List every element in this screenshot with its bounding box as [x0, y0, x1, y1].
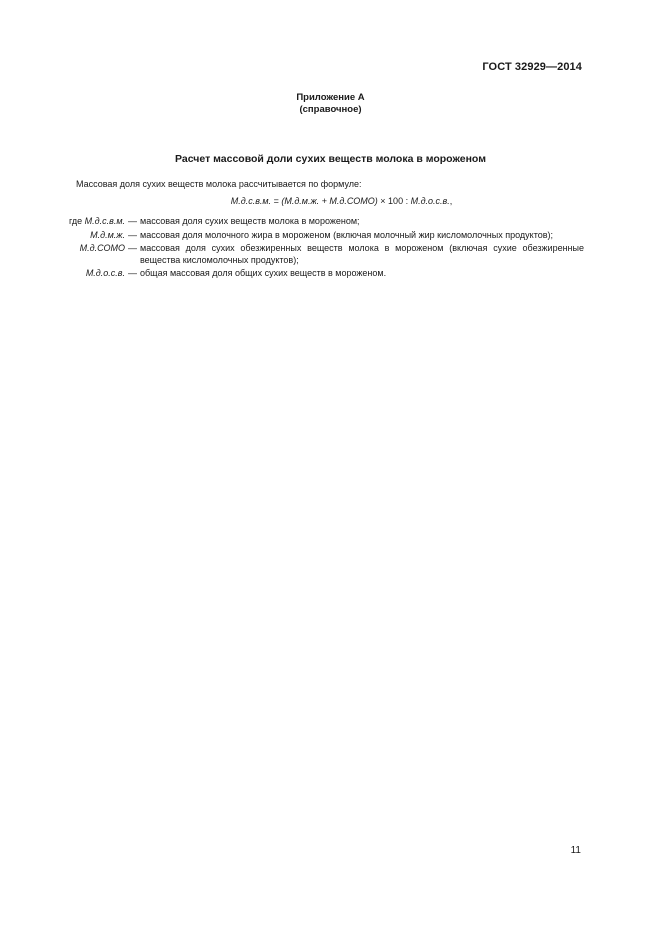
definition-text: массовая доля сухих обезжиренных веществ молока в мороженом (включая сухие обезжиренные вещества кисломолочных продуктов); — [140, 243, 584, 265]
appendix-subtitle: (справочное) — [299, 104, 362, 115]
intro-paragraph: Массовая доля сухих веществ молока рассчитывается по формуле: — [76, 179, 362, 189]
definition-dash: — — [128, 229, 137, 240]
formula-operator: × 100 : — [377, 196, 411, 206]
definition-symbol: М.д.СОМО — [79, 243, 125, 253]
appendix-heading — [0, 92, 661, 116]
appendix-title: Приложение А — [296, 92, 365, 103]
formula — [0, 196, 661, 206]
formula-divisor: М.д.о.с.в. — [410, 196, 450, 206]
definition-dash: — — [128, 243, 137, 253]
definition-item — [42, 268, 584, 280]
definition-symbol: М.д.м.ж. — [90, 229, 125, 240]
definition-term — [42, 243, 125, 255]
definition-symbol: М.д.о.с.в. — [85, 268, 125, 278]
where-word: где — [69, 216, 85, 226]
definition-term — [42, 216, 125, 228]
definition-item — [42, 243, 584, 266]
definition-text: массовая доля сухих веществ молока в мороженом; — [140, 216, 360, 226]
formula-lhs: М.д.с.в.м. — [230, 196, 272, 206]
formula-equals: = — [271, 196, 282, 206]
definition-symbol: М.д.с.в.м. — [84, 216, 125, 226]
definition-text: массовая доля молочного жира в мороженом (включая молочный жир кисломолочных продуктов); — [140, 229, 554, 240]
definition-term — [42, 230, 125, 242]
formula-parenthesized: (М.д.м.ж. + М.д.СОМО) — [281, 196, 378, 206]
definition-item — [42, 230, 584, 242]
section-title: Расчет массовой доли сухих веществ молока в мороженом — [175, 153, 486, 165]
definition-dash: — — [128, 216, 137, 226]
page-number: 11 — [570, 845, 581, 856]
definition-item — [42, 216, 584, 228]
formula-end: , — [449, 196, 453, 206]
definition-term — [42, 268, 125, 280]
standard-code: ГОСТ 32929—2014 — [482, 61, 582, 73]
definition-text: общая массовая доля общих сухих веществ в мороженом. — [140, 268, 387, 278]
definition-dash: — — [128, 268, 137, 278]
definitions-list — [42, 216, 584, 282]
